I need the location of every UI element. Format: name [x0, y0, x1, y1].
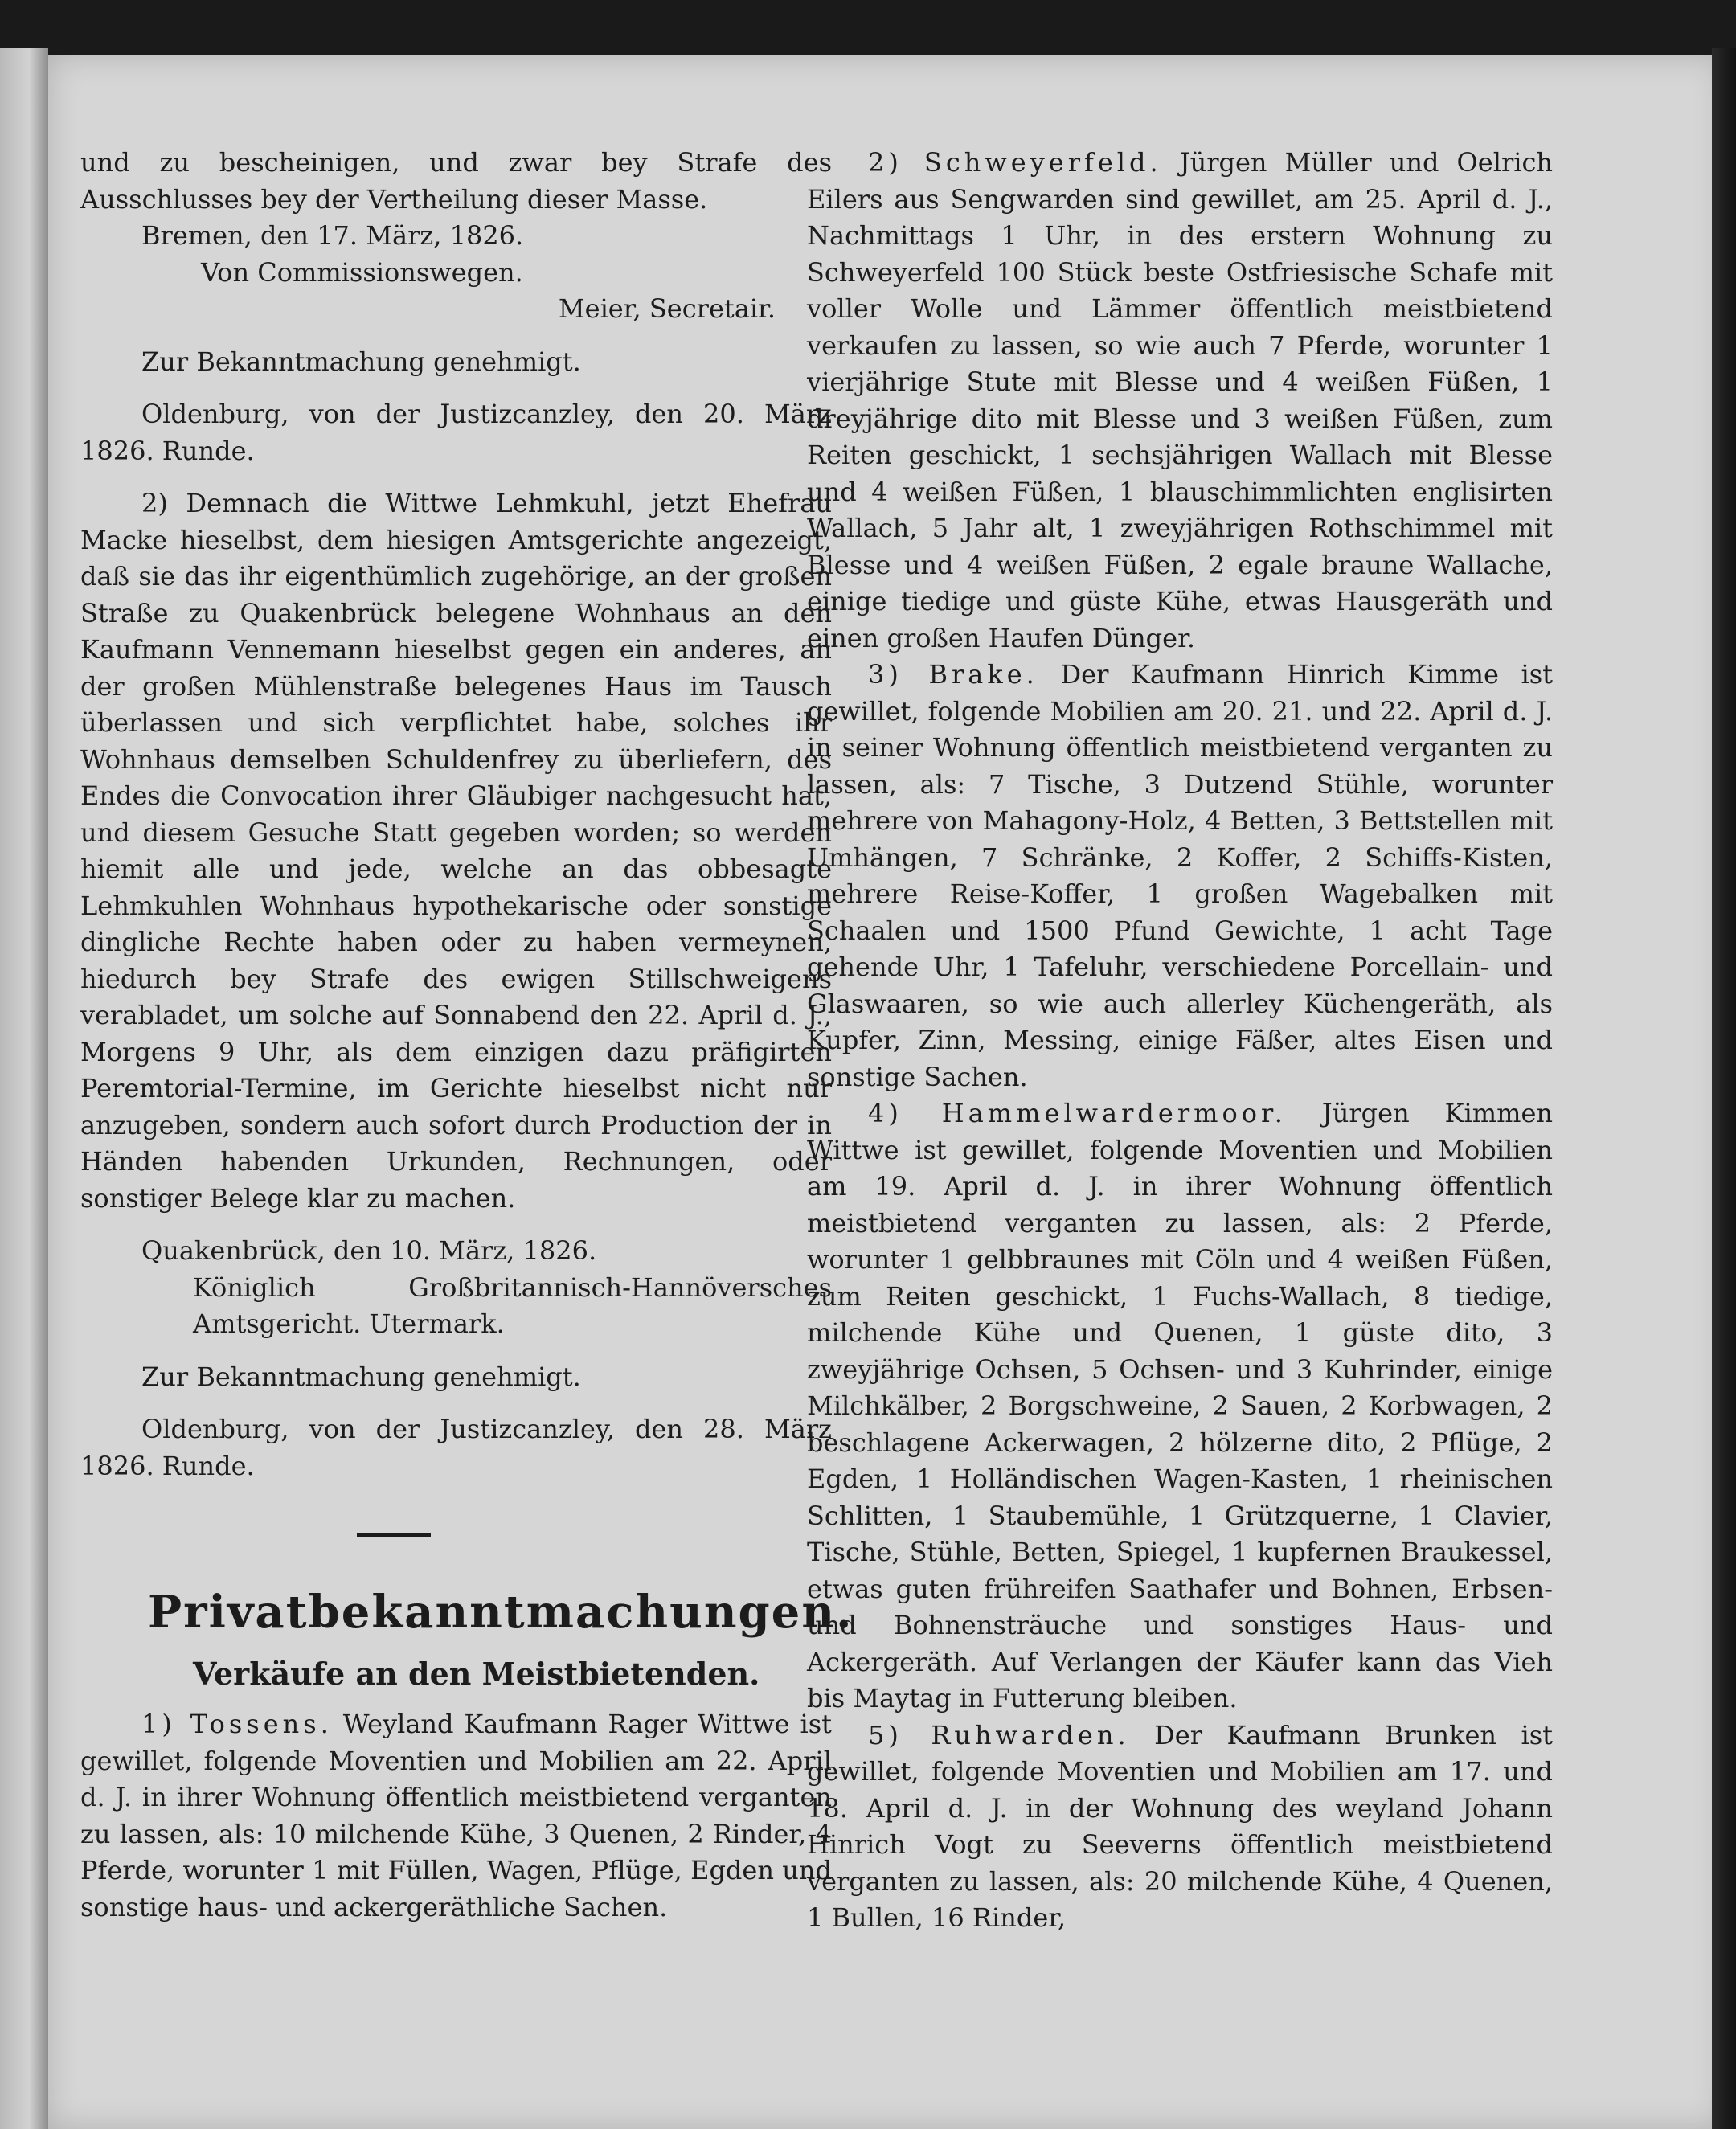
- listing-paragraph: [807, 1095, 1553, 1718]
- paragraph: 2) Demnach die Wittwe Lehmkuhl, jetzt Ehefrau Macke hieselbst, dem hiesigen Amtsgerichte angezeigt, daß sie das ihr eigenthümlich zugehörige, an der großen Straße zu Quakenbrück belegene Wohnhaus an den Kaufmann Vennemann hieselbst gegen ein anderes, an der großen Mühlenstraße belegenes Haus im Tausch überlassen und sich verpflichtet habe, solches ihr Wohnhaus demselben Schuldenfrey zu überliefern, des Endes die Convocation ihrer Gläubiger nachgesucht hat, und diesem Gesuche Statt gegeben worden; so werden hiemit alle und jede, welche an das obbesagte Lehmkuhlen Wohnhaus hypothekarische oder sonstige dingliche Rechte haben oder zu haben vermeynen, hiedurch bey Strafe des ewigen Stillschweigens verabladet, um solche auf Sonnabend den 22. April d. J., Morgens 9 Uhr, als dem einzigen dazu präfigirten Peremtorial-Termine, im Gerichte hieselbst nicht nur anzugeben, sondern auch sofort durch Production der in Händen habenden Urkunden, Rechnungen, oder sonstiger Belege klar zu machen.: [80, 488, 832, 1214]
- signature-name: Meier, Secretair.: [558, 293, 776, 324]
- approval-line: Zur Bekanntmachung genehmigt.: [141, 1361, 581, 1392]
- listing-place: 2) Schweyerfeld.: [868, 147, 1162, 178]
- place-date-line: Oldenburg, von der Justizcanzley, den 28. März 1826. Runde.: [80, 1414, 832, 1481]
- paragraph: und zu bescheinigen, und zwar bey Strafe des Ausschlusses bey der Vertheilung dieser Masse.: [80, 147, 832, 215]
- signature-line: Von Commissionswegen.: [201, 256, 523, 288]
- right-column: [807, 145, 1553, 1937]
- listing-paragraph: [807, 145, 1553, 657]
- left-column: [80, 145, 854, 1926]
- listing-text: Der Kaufmann Hinrich Kimme ist gewillet, folgende Mobilien am 20. 21. und 22. April d. J. in seiner Wohnung öffentlich meistbietend verganten zu lassen, als: 7 Tische, 3 Dutzend Stühle, worunter mehrere von Mahagony-Holz, 4 Betten, 3 Bettstellen mit Umhängen, 7 Schränke, 2 Koffer, 2 Schiffs-Kisten, mehrere Reise-Koffer, 1 großen Wagebalken mit Schaalen und 1500 Pfund Gewichte, 1 acht Tage gehende Uhr, 1 Tafeluhr, verschiedene Porcellain- und Glaswaaren, so wie auch allerley Küchengeräth, als Kupfer, Zinn, Messing, einige Fäßer, altes Eisen und sonstige Sachen.: [807, 659, 1554, 1092]
- page-edge-shadow: [1712, 48, 1736, 2129]
- listing-place: 3) Brake.: [868, 659, 1038, 690]
- place-date-line: Bremen, den 17. März, 1826.: [141, 220, 524, 251]
- listing-paragraph: [80, 1706, 832, 1926]
- section-heading: Privatbekanntmachungen.: [148, 1586, 854, 1639]
- section-divider: [357, 1533, 431, 1537]
- listing-text: Jürgen Kimmen Wittwe ist gewillet, folgende Moventien und Mobilien am 19. April d. J. in ihrer Wohnung öffentlich meistbietend verganten zu lassen, als: 2 Pferde, worunter 1 gelbbraunes mit Cöln und 4 weißen Füßen, zum Reiten geschickt, 1 Fuchs-Wallach, 8 tiedige, milchende Kühe und Quenen, 1 güste dito, 3 zweyjährige Ochsen, 5 Ochsen- und 3 Kuhrinder, einige Milchkälber, 2 Borgschweine, 2 Sauen, 2 Korbwagen, 2 beschlagene Ackerwagen, 2 hölzerne dito, 2 Pflüge, 2 Egden, 1 Holländischen Wagen-Kasten, 1 rheinischen Schlitten, 1 Staubemühle, 1 Grützquerne, 1 Clavier, Tische, Stühle, Betten, Spiegel, 1 kupfernen Braukessel, etwas guten frühreifen Saathafer und Bohnen, Erbsen- und Bohnensträuche und sonstiges Haus- und Ackergeräth. Auf Verlangen der Käufer kann das Vieh bis Maytag in Futterung bleiben.: [807, 1098, 1553, 1713]
- document-page: [48, 55, 1724, 2129]
- place-date-line: Oldenburg, von der Justizcanzley, den 20. März 1826. Runde.: [80, 399, 832, 466]
- listing-paragraph: [807, 657, 1553, 1095]
- listing-place: 4) Hammelwardermoor.: [868, 1098, 1287, 1128]
- approval-line: Zur Bekanntmachung genehmigt.: [141, 346, 581, 377]
- listing-place: 5) Ruhwarden.: [868, 1719, 1130, 1750]
- place-date-line: Quakenbrück, den 10. März, 1826.: [141, 1235, 597, 1266]
- listing-text: Weyland Kaufmann Rager Wittwe ist gewillet, folgende Moventien und Mobilien am 22. April d. J. in ihrer Wohnung öffentlich meistbietend verganten zu lassen, als: 10 milchende Kühe, 3 Quenen, 2 Rinder, 4 Pferde, worunter 1 mit Füllen, Wagen, Pflüge, Egden und sonstige haus- und ackergeräthliche Sachen.: [80, 1709, 833, 1922]
- previous-page-edge: [0, 48, 48, 2129]
- section-subheading: Verkäufe an den Meistbietenden.: [193, 1656, 760, 1692]
- listing-text: Jürgen Müller und Oelrich Eilers aus Sengwarden sind gewillet, am 25. April d. J., Nachmittags 1 Uhr, in des erstern Wohnung zu Schweyerfeld 100 Stück beste Ostfriesische Schafe mit voller Wolle und Lämmer öffentlich meistbietend verkaufen zu lassen, so wie auch 7 Pferde, worunter 1 vierjährige Stute mit Blesse und 4 weißen Füßen, 1 dreyjährige dito mit Blesse und 3 weißen Füßen, zum Reiten geschickt, 1 sechsjährigen Wallach mit Blesse und 4 weißen Füßen, 1 blauschimmlichten englisirten Wallach, 5 Jahr alt, 1 zweyjährigen Rothschimmel mit Blesse und 4 weißen Füßen, 2 egale braune Wallache, einige tiedige und güste Kühe, etwas Hausgeräth und einen großen Haufen Dünger.: [807, 147, 1554, 653]
- listing-paragraph: [807, 1718, 1553, 1937]
- signature-line: Königlich Großbritannisch-Hannöversches Amtsgericht. Utermark.: [193, 1271, 832, 1339]
- listing-text: Der Kaufmann Brunken ist gewillet, folgende Moventien und Mobilien am 17. und 18. April d. J. in der Wohnung des weyland Johann Hinrich Vogt zu Seeverns öffentlich meistbietend verganten zu lassen, als: 20 milchende Kühe, 4 Quenen, 1 Bullen, 16 Rinder,: [807, 1719, 1553, 1933]
- listing-place: 1) Tossens.: [141, 1709, 333, 1739]
